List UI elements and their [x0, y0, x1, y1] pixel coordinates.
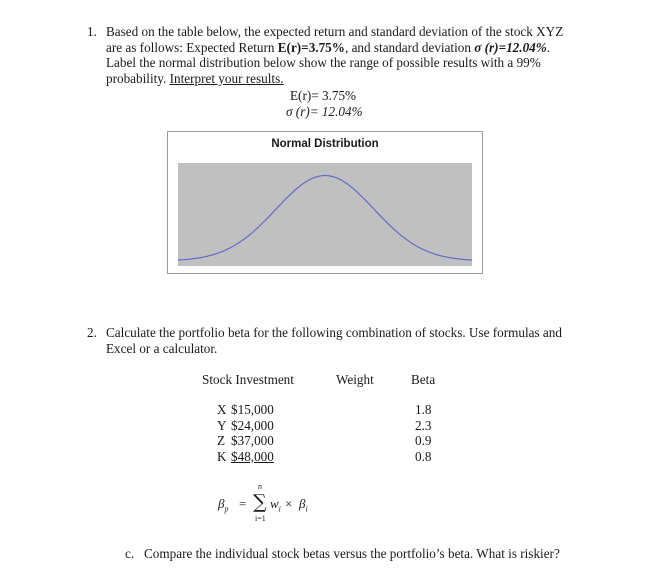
question-1-line-1: Based on the table below, the expected return and standard deviation of the stock XYZ	[106, 24, 564, 39]
summation-symbol: ∑	[253, 491, 267, 513]
ticker: X	[217, 402, 227, 417]
stats-block	[286, 88, 363, 119]
stock-rows	[217, 402, 274, 464]
table-row	[217, 402, 274, 418]
header-beta: Beta	[411, 372, 436, 387]
amount: $15,000	[231, 402, 274, 417]
beta-column	[415, 402, 431, 464]
chart-svg	[178, 163, 472, 266]
weight-term: $w_i$	[270, 496, 281, 514]
question-1-line-2: are as follows: Expected Return E(r)=3.75%, and standard deviation σ (r)=12.04%.	[106, 39, 551, 55]
sum-upper-limit: n	[258, 482, 262, 491]
header-stock-investment: Stock Investment	[202, 372, 294, 387]
beta-p-symbol: $\beta_p$	[218, 496, 229, 514]
normal-curve	[178, 176, 472, 261]
std-dev-stat: σ (r)= 12.04%	[286, 103, 363, 119]
expected-return-stat: E(r)= 3.75%	[290, 88, 357, 103]
ticker: K	[217, 448, 227, 464]
chart-plot-area	[178, 163, 472, 266]
chart-title: Normal Distribution	[271, 138, 379, 150]
question-2-line-2: Excel or a calculator.	[106, 340, 218, 356]
beta-value: 2.3	[415, 417, 432, 433]
beta-value: 1.8	[415, 402, 432, 417]
times-sign: ×	[285, 496, 293, 511]
sum-lower-limit: i=1	[255, 514, 266, 523]
amount: $37,000	[231, 433, 274, 449]
equals-sign: =	[239, 496, 247, 511]
beta-value: 0.9	[415, 433, 432, 449]
amount: $48,000	[231, 448, 274, 464]
question-1-number: 1.	[87, 24, 97, 39]
table-row	[217, 433, 274, 449]
question-2-number: 2.	[87, 325, 97, 340]
table-row	[217, 449, 274, 465]
portfolio-beta-formula	[218, 482, 318, 526]
expected-return-value: E(r)=3.75%	[277, 39, 345, 55]
question-c-label: c.	[125, 546, 135, 561]
question-1-line-4: probability. Interpret your results.	[106, 70, 284, 86]
std-dev-value: σ (r)=12.04%	[474, 39, 547, 55]
interpret-results-text: Interpret your results.	[169, 70, 284, 86]
amount: $24,000	[231, 417, 274, 433]
question-1-line-3: Label the normal distribution below show the range of possible results with a 99%	[106, 55, 541, 71]
ticker: Y	[217, 417, 227, 433]
table-row	[217, 418, 274, 434]
beta-value: 0.8	[415, 448, 432, 464]
question-c	[125, 546, 560, 562]
ticker: Z	[217, 433, 226, 449]
question-2-line-1: Calculate the portfolio beta for the following combination of stocks. Use formulas and	[106, 325, 562, 340]
question-c-text: Compare the individual stock betas versus the portfolio’s beta. What is riskier?	[144, 546, 560, 561]
header-weight: Weight	[336, 372, 374, 387]
beta-i-term: $\beta_i$	[299, 496, 308, 514]
